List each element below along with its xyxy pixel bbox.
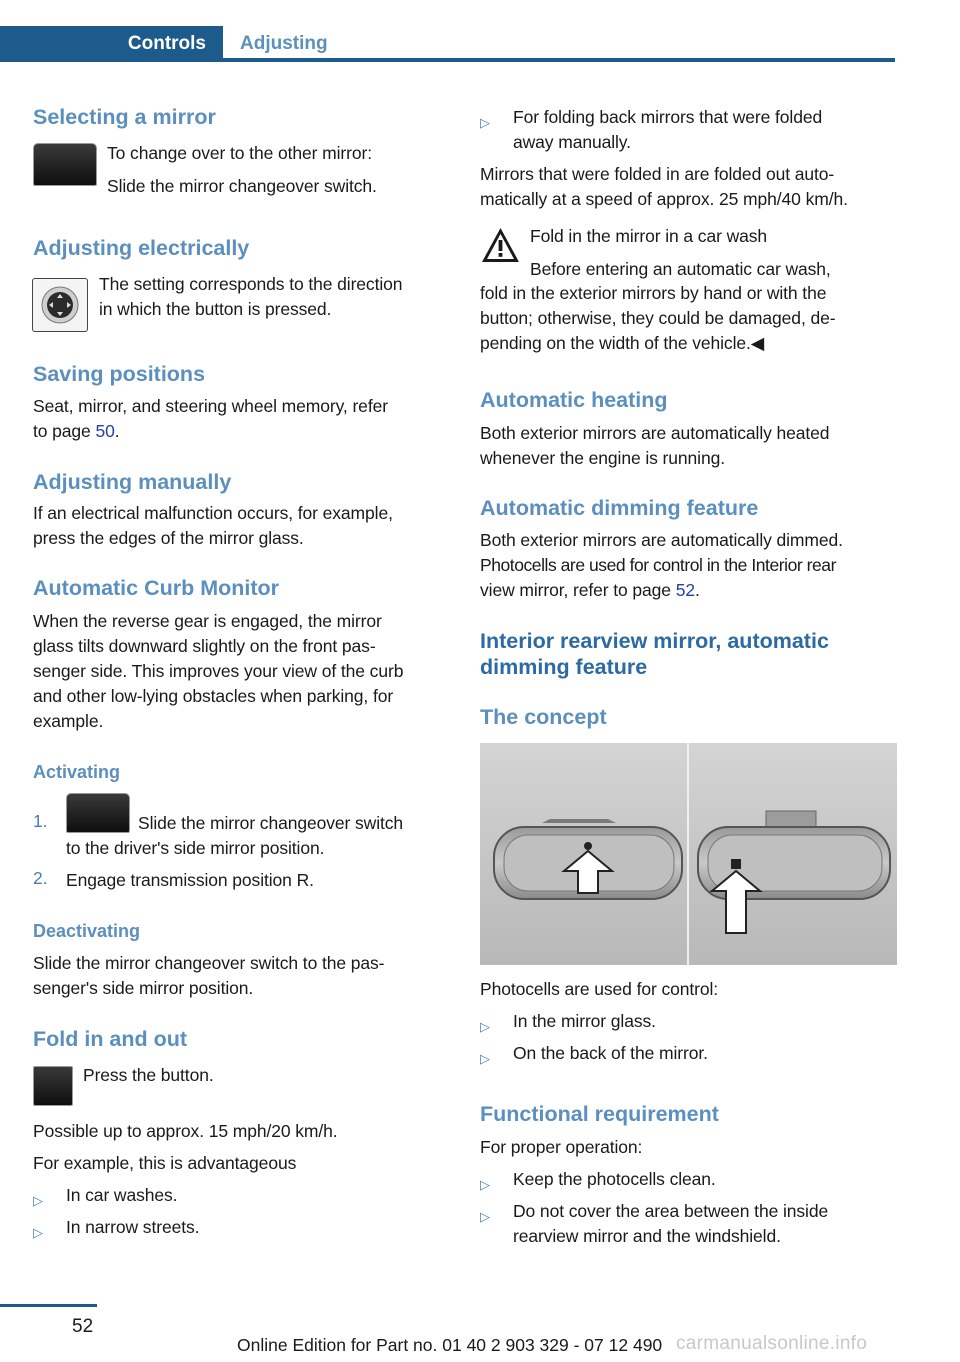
warning-title: Fold in the mirror in a car wash (530, 226, 768, 246)
dimming-text-2: Photocells are used for control in the Interior rear (480, 555, 836, 575)
bullet-icon: ▷ (33, 1193, 43, 1208)
func-list (480, 1167, 898, 1249)
warning-text-4: pending on the width of the vehicle.◀ (480, 333, 765, 353)
fold-back-item (480, 105, 898, 155)
saving-text-1: Seat, mirror, and steering wheel memory, refer (33, 396, 388, 416)
saving-text-2-pre: to page (33, 421, 96, 441)
func-intro: For proper operation: (480, 1137, 643, 1157)
heading-functional-requirement: Functional requirement (480, 1102, 719, 1126)
list-item-text: In narrow streets. (66, 1217, 200, 1237)
heading-activating: Activating (33, 762, 121, 782)
saving-text-2 (33, 419, 119, 444)
heading-curb-monitor: Automatic Curb Monitor (33, 576, 280, 600)
page-number: 52 (72, 1316, 94, 1337)
list-item (480, 1041, 898, 1066)
rearview-mirror-photo (480, 743, 897, 965)
electric-text-1: The setting corresponds to the direction (99, 274, 403, 294)
header-tab-adjusting[interactable]: Adjusting (240, 33, 328, 54)
heading-interior-mirror-2: dimming feature (480, 655, 648, 679)
dimming-text-1: Both exterior mirrors are automatically dimmed. (480, 530, 843, 550)
photocell-list (480, 1009, 898, 1066)
warning-text-2: fold in the exterior mirrors by hand or with the (480, 283, 827, 303)
bullet-icon: ▷ (480, 1051, 490, 1066)
bullet-icon: ▷ (480, 1019, 490, 1034)
list-item-text: In the mirror glass. (513, 1011, 656, 1031)
heading-interior-mirror-1: Interior rearview mirror, automatic (480, 629, 829, 653)
deact-text-1: Slide the mirror changeover switch to the pas‐ (33, 953, 385, 973)
dimming-text-3-post: . (694, 580, 700, 600)
list-item (480, 1009, 898, 1034)
heading-adjusting-manually: Adjusting manually (33, 470, 232, 494)
step-2-number: 2. (33, 868, 48, 888)
heading-saving-positions: Saving positions (33, 362, 206, 386)
curb-text-3: senger side. This improves your view of the curb (33, 661, 404, 681)
page-link-50[interactable]: 50 (95, 421, 115, 441)
step-1-number: 1. (33, 811, 48, 831)
auto-text-1: Mirrors that were folded in are folded out auto‐ (480, 164, 835, 184)
heading-adjusting-electrically: Adjusting electrically (33, 236, 250, 260)
photocells-intro: Photocells are used for control: (480, 979, 719, 999)
watermark: carmanualsonline.info (676, 1333, 868, 1354)
warning-icon (480, 225, 521, 271)
list-item (480, 105, 898, 155)
mirror-switch-icon-step (66, 793, 130, 833)
mirror-adjust-pad-icon (32, 278, 88, 332)
fold-text: Press the button. (83, 1065, 214, 1085)
curb-text-5: example. (33, 711, 104, 731)
saving-text-2-post: . (114, 421, 120, 441)
list-item-text: In car washes. (66, 1185, 178, 1205)
header-rule (0, 58, 895, 62)
electric-text-2: in which the button is pressed. (99, 299, 332, 319)
bullet-icon: ▷ (480, 1209, 490, 1224)
dimming-text-3-pre: view mirror, refer to page (480, 580, 676, 600)
bullet-icon: ▷ (480, 1177, 490, 1192)
header-tab-controls[interactable]: Controls (0, 26, 223, 62)
fold-button-icon (33, 1066, 73, 1106)
deact-text-2: senger's side mirror position. (33, 978, 254, 998)
heating-text-2: whenever the engine is running. (480, 448, 725, 468)
manual-text-2: press the edges of the mirror glass. (33, 528, 304, 548)
possible-text: Possible up to approx. 15 mph/20 km/h. (33, 1121, 338, 1141)
curb-text-1: When the reverse gear is engaged, the mirror (33, 611, 382, 631)
auto-text-2: matically at a speed of approx. 25 mph/40 km/h. (480, 189, 848, 209)
list-item-text: On the back of the mirror. (513, 1043, 708, 1063)
manual-text-1: If an electrical malfunction occurs, for example, (33, 503, 393, 523)
list-item-text: For folding back mirrors that were folded (513, 107, 823, 127)
heading-automatic-dimming: Automatic dimming feature (480, 496, 759, 520)
list-item (480, 1167, 898, 1192)
bullet-icon: ▷ (480, 115, 490, 130)
curb-text-2: glass tilts downward slightly on the front pas‐ (33, 636, 376, 656)
heading-automatic-heating: Automatic heating (480, 388, 668, 412)
list-item (33, 1183, 451, 1208)
list-item (33, 1215, 451, 1240)
page-header (0, 26, 895, 62)
heading-deactivating: Deactivating (33, 921, 141, 941)
heating-text-1: Both exterior mirrors are automatically heated (480, 423, 830, 443)
heading-fold-in-out: Fold in and out (33, 1027, 188, 1051)
footer-rule (0, 1304, 97, 1307)
dimming-text-3 (480, 578, 700, 603)
list-item (480, 1199, 898, 1249)
edition-text: Online Edition for Part no. 01 40 2 903 329 - 07 12 490 (237, 1335, 663, 1355)
page-link-52[interactable]: 52 (675, 580, 695, 600)
list-item-text: Keep the photocells clean. (513, 1169, 716, 1189)
selecting-text-1: To change over to the other mirror: (107, 143, 372, 163)
advantage-list (33, 1183, 451, 1240)
list-item-text: Do not cover the area between the inside (513, 1201, 829, 1221)
list-item-text-2: rearview mirror and the windshield. (513, 1226, 781, 1246)
heading-the-concept: The concept (480, 705, 607, 729)
example-text: For example, this is advantageous (33, 1153, 297, 1173)
warning-text-3: button; otherwise, they could be damaged, de‐ (480, 308, 836, 328)
step-1-text-1: Slide the mirror changeover switch (138, 813, 404, 833)
warning-text-1: Before entering an automatic car wash, (530, 259, 831, 279)
heading-selecting-mirror: Selecting a mirror (33, 105, 216, 129)
selecting-text-2: Slide the mirror changeover switch. (107, 176, 377, 196)
curb-text-4: and other low-lying obstacles when parking, for (33, 686, 394, 706)
mirror-switch-icon (33, 143, 97, 186)
list-item-text-2: away manually. (513, 132, 631, 152)
step-1-text-2: to the driver's side mirror position. (66, 838, 325, 858)
step-2-text: Engage transmission position R. (66, 870, 314, 890)
bullet-icon: ▷ (33, 1225, 43, 1240)
